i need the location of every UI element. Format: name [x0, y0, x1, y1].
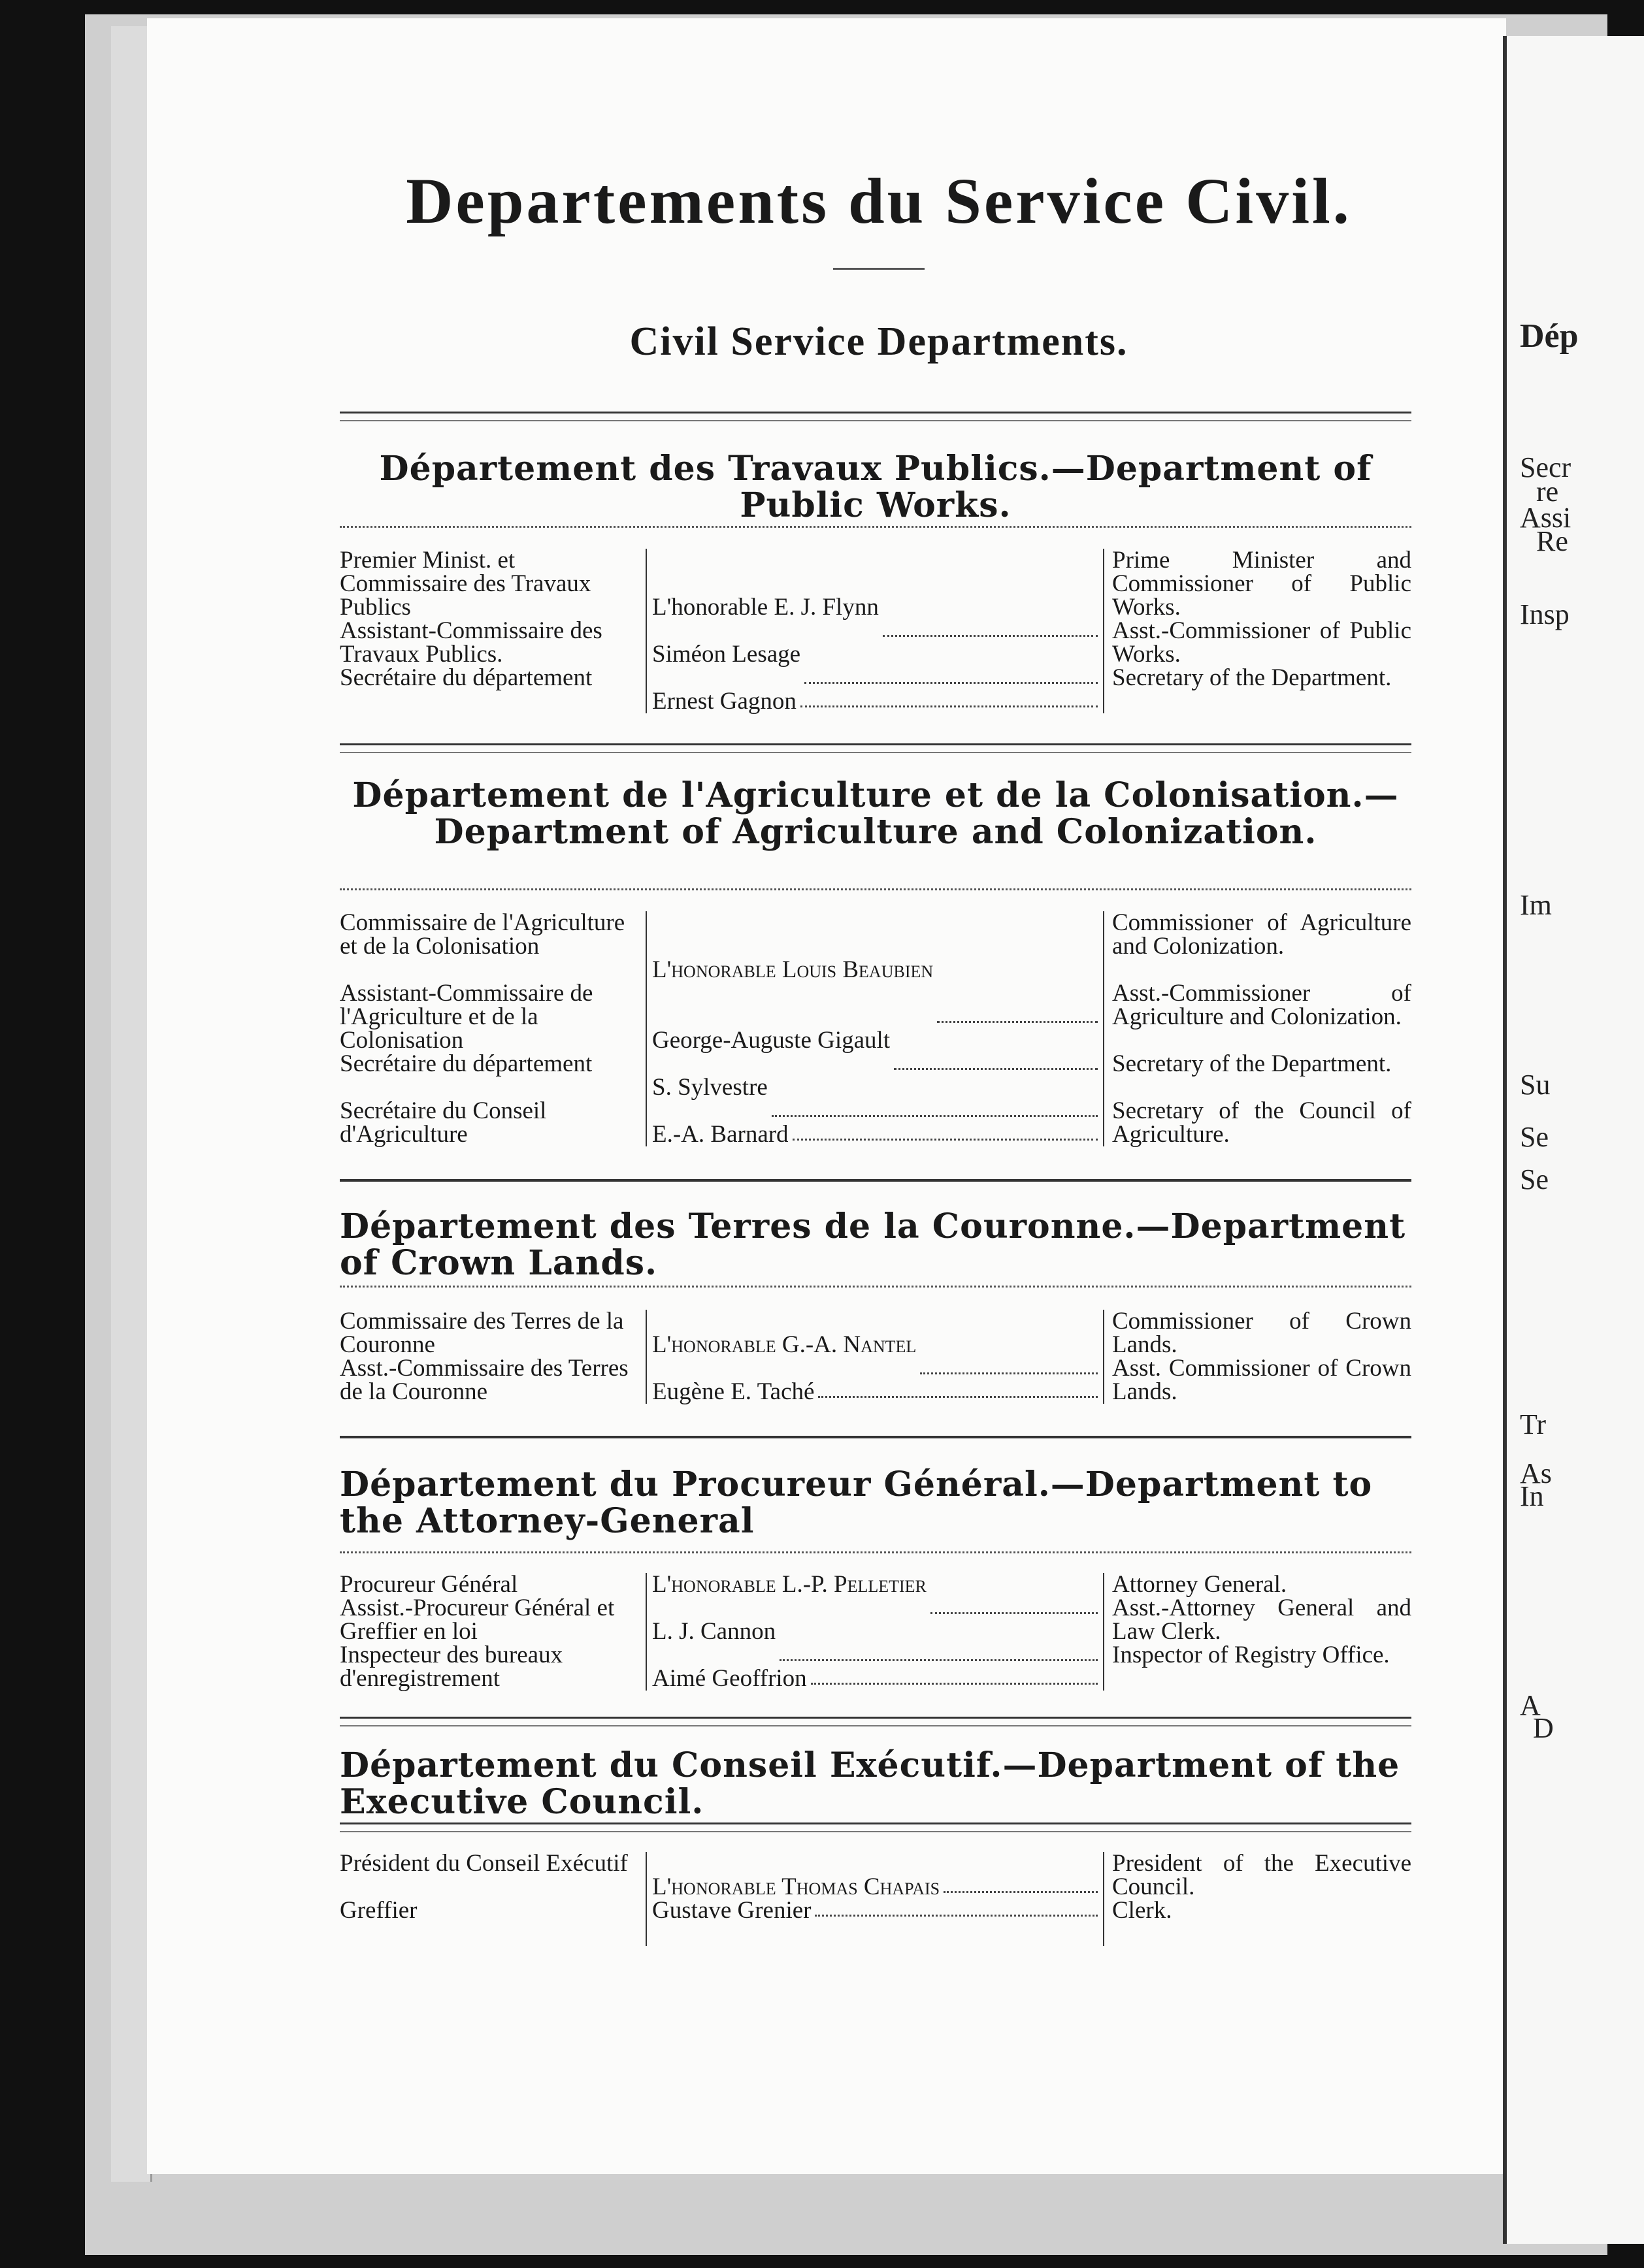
french-titles-column: [340, 1310, 647, 1404]
french-title: Assistant-Commissaire de l'Agriculture et de la Colonisation: [340, 980, 593, 1054]
french-title: Premier Minist. et Commissaire des Travaux Publics: [340, 547, 591, 621]
english-titles-column: [1104, 1310, 1411, 1404]
english-titles-column: [1104, 1852, 1411, 1946]
officer-name: [652, 1573, 1103, 1620]
section-title: Département de l'Agriculture et de la Colonisation.—Department of Agriculture and Colonization.: [352, 775, 1399, 852]
french-title: Secrétaire du Conseil d'Agriculture: [340, 1097, 547, 1148]
english-titles-column: [1104, 549, 1411, 713]
officer-name: [652, 1076, 1103, 1123]
department-table: [340, 1852, 1411, 1946]
names-column: [647, 911, 1104, 1146]
officer-name-text: L'honorable L.-P. Pelletier: [652, 1571, 927, 1598]
officer-name: [652, 1667, 1103, 1691]
section-divider: [340, 526, 1411, 528]
section-divider: [340, 743, 1411, 753]
officer-name-text: Aimé Geoffrion: [652, 1665, 807, 1692]
next-page-fragment: Su: [1520, 1069, 1551, 1101]
adjacent-page-fragment: [1503, 36, 1644, 2244]
leader-dots: [793, 1123, 1098, 1141]
officer-name: [652, 1899, 1103, 1922]
next-page-fragment: A: [1520, 1689, 1541, 1721]
leader-dots: [920, 1333, 1098, 1374]
english-title: Asst. Commissioner of Crown Lands.: [1112, 1355, 1411, 1405]
section-divider: [340, 1179, 1411, 1182]
next-page-fragment: In: [1520, 1480, 1544, 1512]
english-title: Inspector of Registry Office.: [1112, 1642, 1390, 1668]
next-page-fragment: Im: [1520, 889, 1552, 921]
section-divider: [340, 1436, 1411, 1438]
officer-name: [652, 1620, 1103, 1667]
section-title: Département des Travaux Publics.—Department of Public Works.: [379, 449, 1372, 525]
department-table: [340, 1310, 1411, 1404]
page-subtitle: Civil Service Departments.: [629, 319, 1128, 364]
leader-dots: [930, 1573, 1098, 1614]
french-title: Commissaire des Terres de la Couronne: [340, 1308, 624, 1358]
section-title: Département du Procureur Général.—Department to the Attorney-General: [340, 1465, 1373, 1541]
names-column: [647, 1852, 1104, 1946]
title-divider: [833, 268, 925, 270]
page-edge: [111, 26, 152, 2182]
officer-name: [652, 1123, 1103, 1146]
leader-dots: [937, 958, 1098, 1023]
leader-dots: [772, 1076, 1098, 1117]
section-title: Département du Conseil Exécutif.—Department of the Executive Council.: [340, 1745, 1400, 1822]
next-page-fragment: As: [1520, 1457, 1552, 1489]
english-title: President of the Executive Council.: [1112, 1850, 1411, 1900]
officer-name-text: George-Auguste Gigault: [652, 1027, 891, 1054]
names-column: [647, 1310, 1104, 1404]
english-title: Commissioner of Agriculture and Colonization.: [1112, 909, 1411, 960]
french-title: Assist.-Procureur Général et Greffier en loi: [340, 1595, 615, 1645]
officer-name: [652, 643, 1103, 690]
officer-name: [652, 690, 1103, 713]
leader-dots: [811, 1667, 1098, 1685]
names-column: [647, 549, 1104, 713]
officer-name: [652, 1029, 1103, 1076]
names-column: [647, 1573, 1104, 1691]
leader-dots: [883, 596, 1098, 637]
english-title: Secretary of the Department.: [1112, 1050, 1392, 1077]
section-divider: [340, 1822, 1411, 1832]
english-title: Secretary of the Department.: [1112, 664, 1392, 691]
next-page-fragment: Se: [1520, 1163, 1549, 1195]
department-table: [340, 549, 1411, 713]
officer-name-text: Ernest Gagnon: [652, 688, 797, 715]
department-table: [340, 1573, 1411, 1691]
next-page-fragment: Assi: [1520, 502, 1571, 534]
officer-name-text: Gustave Grenier: [652, 1897, 812, 1924]
officer-name: [652, 1333, 1103, 1380]
french-titles-column: [340, 1852, 647, 1946]
leader-dots: [894, 1029, 1098, 1070]
leader-dots: [818, 1380, 1098, 1398]
leader-dots: [780, 1620, 1098, 1661]
english-title: Asst.-Commissioner of Public Works.: [1112, 617, 1411, 668]
french-titles-column: [340, 1573, 647, 1691]
english-titles-column: [1104, 1573, 1411, 1691]
officer-name-text: L'honorable Louis Beaubien: [652, 956, 934, 983]
next-page-fragment: Re: [1536, 525, 1568, 557]
officer-name-text: L'honorable G.-A. Nantel: [652, 1331, 917, 1358]
english-title: Secretary of the Council of Agriculture.: [1112, 1097, 1411, 1148]
leader-dots: [804, 643, 1098, 684]
section-divider: [340, 888, 1411, 890]
officer-name-text: Siméon Lesage: [652, 641, 801, 668]
english-title: Asst.-Commissioner of Agriculture and Colonization.: [1112, 980, 1411, 1030]
french-titles-column: [340, 911, 647, 1146]
french-title: Assistant-Commissaire des Travaux Publics.: [340, 617, 602, 668]
next-page-fragment: D: [1533, 1712, 1554, 1744]
next-page-fragment: Tr: [1520, 1408, 1546, 1440]
officer-name-text: E.-A. Barnard: [652, 1121, 789, 1148]
french-titles-column: [340, 549, 647, 713]
french-title: Procureur Général: [340, 1571, 518, 1598]
section-divider: [340, 1551, 1411, 1553]
officer-name: [652, 1380, 1103, 1404]
next-page-fragment: re: [1536, 476, 1559, 508]
officer-name: [652, 596, 1103, 643]
english-title: Attorney General.: [1112, 1571, 1287, 1598]
leader-dots: [800, 690, 1098, 707]
french-title: Président du Conseil Exécutif: [340, 1850, 628, 1877]
page-title: Departements du Service Civil.: [406, 165, 1352, 237]
french-title: Secrétaire du département: [340, 1050, 593, 1077]
officer-name: [652, 1875, 1103, 1899]
french-title: Inspecteur des bureaux d'enregistrement: [340, 1642, 563, 1692]
english-title: Commissioner of Crown Lands.: [1112, 1308, 1411, 1358]
officer-name-text: L'honorable Thomas Chapais: [652, 1873, 940, 1900]
section-divider: [340, 1717, 1411, 1726]
officer-name-text: Eugène E. Taché: [652, 1378, 815, 1405]
english-title: Clerk.: [1112, 1897, 1172, 1924]
french-title: Secrétaire du département: [340, 664, 593, 691]
english-title: Asst.-Attorney General and Law Clerk.: [1112, 1595, 1411, 1645]
english-title: Prime Minister and Commissioner of Public Works.: [1112, 547, 1411, 621]
next-page-fragment: Se: [1520, 1121, 1549, 1153]
officer-name-text: L. J. Cannon: [652, 1618, 776, 1645]
english-titles-column: [1104, 911, 1411, 1146]
department-table: [340, 911, 1411, 1146]
section-divider: [340, 1286, 1411, 1288]
section-divider: [340, 412, 1411, 421]
officer-name: [652, 958, 1103, 1029]
leader-dots: [944, 1875, 1098, 1893]
next-page-fragment: Insp: [1520, 598, 1570, 630]
next-page-fragment: Secr: [1520, 451, 1571, 483]
section-title: Département des Terres de la Couronne.—Department of Crown Lands.: [340, 1207, 1406, 1283]
officer-name-text: S. Sylvestre: [652, 1074, 768, 1101]
french-title: Asst.-Commissaire des Terres de la Couronne: [340, 1355, 629, 1405]
french-title: Greffier: [340, 1897, 418, 1924]
french-title: Commissaire de l'Agriculture et de la Colonisation: [340, 909, 625, 960]
leader-dots: [815, 1899, 1098, 1917]
next-page-fragment: Dép: [1520, 317, 1579, 355]
officer-name-text: L'honorable E. J. Flynn: [652, 594, 879, 621]
